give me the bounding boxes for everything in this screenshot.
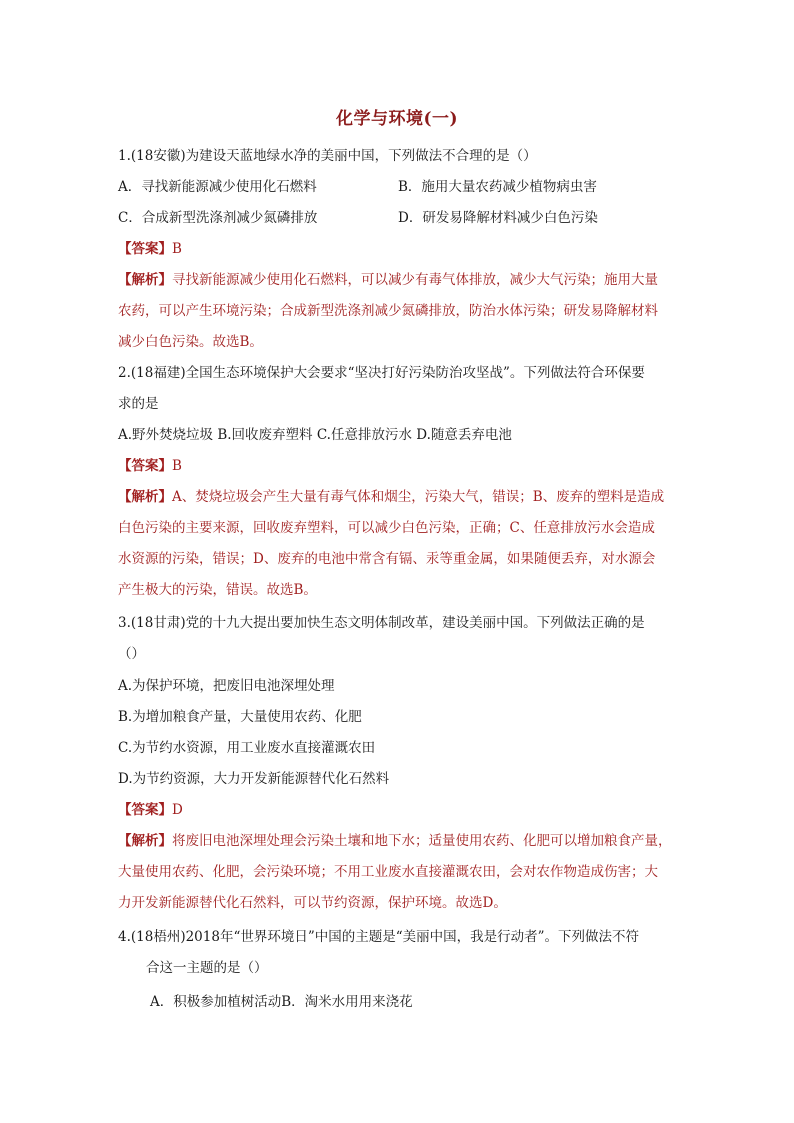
q3-analysis-line-3: 力开发新能源替代化石然料，可以节约资源，保护环境。故选D。	[118, 895, 507, 911]
analysis-text: 将废旧电池深埋处理会污染土壤和地下水；适量使用农药、化肥可以增加粮食产量，	[172, 833, 672, 849]
q1-option-d: D．研发易降解材料减少白色污染	[398, 210, 598, 226]
q2-options: A.野外焚烧垃圾 B.回收废弃塑料 C.任意排放污水 D.随意丢弃电池	[118, 427, 512, 443]
q1-stem: 1.(18安徽)为建设天蓝地绿水净的美丽中国，下列做法不合理的是（）	[118, 148, 537, 164]
answer-label: 【答案】	[118, 241, 172, 257]
q2-analysis-line-3: 水资源的污染，错误；D、废弃的电池中常含有镉、汞等重金属，如果随便丢弃，对水源会	[118, 551, 656, 567]
q3-analysis-line-1	[118, 831, 672, 851]
q3-option-a: A.为保护环境，把废旧电池深埋处理	[118, 678, 335, 694]
q3-analysis-line-2: 大量使用农药、化肥，会污染环境；不用工业废水直接灌溉农田，会对农作物造成伤害；大	[118, 864, 658, 880]
answer-value: B	[172, 241, 182, 257]
q2-stem-line-2: 求的是	[118, 396, 159, 412]
q3-option-b: B.为增加粮食产量，大量使用农药、化肥	[118, 709, 362, 725]
analysis-label: 【解析】	[118, 833, 172, 849]
q2-analysis-line-1	[118, 487, 664, 507]
q3-option-d: D.为节约资源，大力开发新能源替代化石然料	[118, 771, 390, 787]
answer-value: D	[172, 802, 183, 818]
q1-option-b: B．施用大量农药减少植物病虫害	[398, 179, 597, 195]
analysis-text: 寻找新能源减少使用化石燃料，可以减少有毒气体排放，减少大气污染；施用大量	[172, 272, 658, 288]
q3-stem-line-1: 3.(18甘肃)党的十九大提出要加快生态文明体制改革，建设美丽中国。下列做法正确的是	[118, 615, 645, 631]
q2-answer	[118, 456, 182, 476]
q1-analysis-line-3: 减少白色污染。故选B。	[118, 334, 263, 350]
q4-stem-line-2: 合这一主题的是（）	[146, 960, 268, 976]
q1-option-a: A．寻找新能源减少使用化石燃料	[118, 179, 317, 195]
analysis-label: 【解析】	[118, 272, 172, 288]
q1-answer	[118, 239, 182, 259]
answer-label: 【答案】	[118, 458, 172, 474]
answer-label: 【答案】	[118, 802, 172, 818]
q1-analysis-line-2: 农药，可以产生环境污染；合成新型洗涤剂减少氮磷排放，防治水体污染；研发易降解材料	[118, 303, 658, 319]
q4-stem-line-1: 4.(18梧州)2018年“世界环境日”中国的主题是“美丽中国，我是行动者”。下列做法不符	[118, 929, 640, 945]
q2-analysis-line-4: 产生极大的污染，错误。故选B。	[118, 582, 317, 598]
analysis-text: A、焚烧垃圾会产生大量有毒气体和烟尘，污染大气，错误；B、废弃的塑料是造成	[172, 489, 665, 505]
q2-analysis-line-2: 白色污染的主要来源，回收废弃塑料，可以减少白色污染，正确；C、任意排放污水会造成	[118, 520, 655, 536]
q3-answer	[118, 800, 183, 820]
analysis-label: 【解析】	[118, 489, 172, 505]
answer-value: B	[172, 458, 182, 474]
q3-option-c: C.为节约水资源，用工业废水直接灌溉农田	[118, 740, 376, 756]
page-title: 化学与环境(一)	[335, 109, 459, 129]
q4-options: A．积极参加植树活动B．淘米水用用来浇花	[150, 994, 413, 1010]
q1-option-c: C．合成新型洗涤剂减少氮磷排放	[118, 210, 318, 226]
q3-stem-line-2: （）	[118, 646, 145, 662]
q1-analysis-line-1	[118, 270, 658, 290]
q2-stem-line-1: 2.(18福建)全国生态环境保护大会要求“坚决打好污染防治攻坚战”。下列做法符合环保要	[118, 365, 645, 381]
